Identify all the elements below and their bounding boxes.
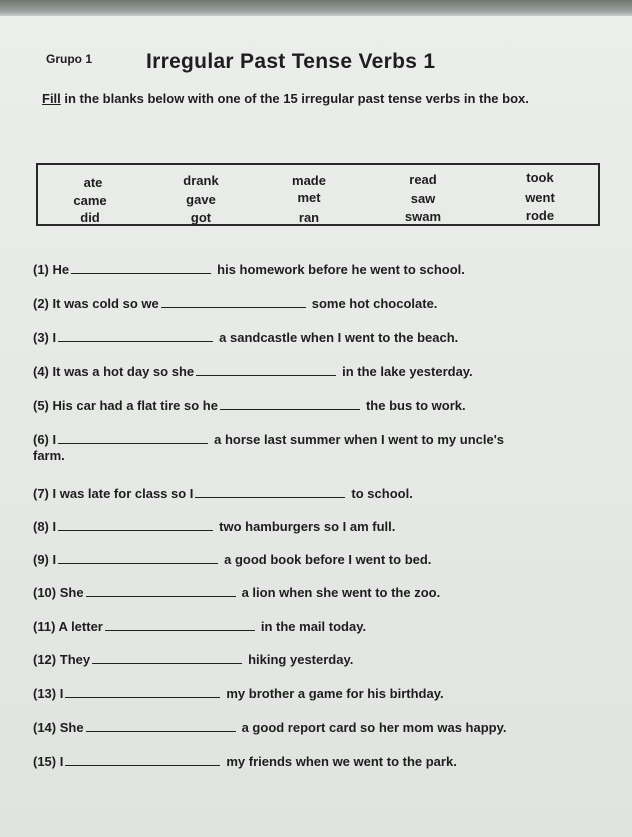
- question-8: [33, 517, 395, 534]
- word-drank: drank: [183, 173, 219, 188]
- word-ran: ran: [298, 210, 320, 225]
- answer-blank-7[interactable]: [195, 484, 345, 498]
- question-5: [33, 396, 466, 413]
- answer-blank-13[interactable]: [65, 684, 220, 698]
- question-number: (15): [33, 754, 57, 769]
- word-went: went: [525, 190, 555, 205]
- question-text-after: my friends when we went to the park.: [226, 754, 457, 769]
- question-number: (12): [33, 652, 57, 667]
- question-number: (11): [33, 619, 56, 634]
- word-took: took: [526, 170, 554, 185]
- answer-blank-2[interactable]: [161, 294, 306, 308]
- question-1: [33, 260, 465, 277]
- question-text-after: a good report card so her mom was happy.: [241, 720, 507, 735]
- word-saw: saw: [410, 191, 436, 206]
- question-2: [33, 294, 437, 311]
- question-number: (3): [33, 330, 49, 345]
- question-text-after: my brother a game for his birthday.: [226, 686, 444, 701]
- question-text-after: a lion when she went to the zoo.: [241, 585, 441, 600]
- question-number: (4): [33, 364, 49, 379]
- question-10: [33, 583, 440, 600]
- word-met: met: [297, 190, 321, 205]
- word-got: got: [190, 210, 212, 225]
- question-number: (10): [33, 585, 57, 600]
- question-text-before: I: [59, 754, 64, 769]
- answer-blank-4[interactable]: [196, 362, 336, 376]
- answer-blank-3[interactable]: [58, 328, 213, 342]
- question-13: [33, 684, 444, 701]
- answer-blank-11[interactable]: [105, 617, 255, 631]
- word-did: did: [80, 210, 100, 225]
- question-text-before: I: [52, 432, 57, 447]
- question-text-after: two hamburgers so I am full.: [219, 519, 396, 534]
- question-text-before: I: [52, 519, 57, 534]
- word-made: made: [292, 173, 326, 188]
- question-15: [33, 752, 457, 769]
- question-text-after: his homework before he went to school.: [217, 262, 465, 277]
- answer-blank-12[interactable]: [92, 650, 242, 664]
- question-text-after: some hot chocolate.: [311, 296, 438, 311]
- question-text-after: the bus to work.: [365, 398, 466, 413]
- question-text-after: in the mail today.: [260, 619, 367, 634]
- question-6-continuation: farm.: [33, 448, 65, 463]
- answer-blank-10[interactable]: [86, 583, 236, 597]
- question-text-before: I was late for class so I: [52, 486, 194, 501]
- question-4: [33, 362, 473, 379]
- word-swam: swam: [404, 209, 442, 224]
- question-number: (14): [33, 720, 57, 735]
- word-ate: ate: [83, 175, 103, 190]
- question-number: (5): [33, 398, 49, 413]
- question-number: (6): [33, 432, 49, 447]
- question-12: [33, 650, 353, 667]
- page-title: Irregular Past Tense Verbs 1: [146, 50, 436, 73]
- top-edge: [0, 0, 632, 16]
- question-text-after: a sandcastle when I went to the beach.: [219, 330, 459, 345]
- question-text-after: to school.: [351, 486, 413, 501]
- question-text-before: A letter: [58, 619, 103, 634]
- instructions-text: in the blanks below with one of the 15 irregular past tense verbs in the box.: [60, 91, 529, 106]
- question-text-after: a horse last summer when I went to my uncle's: [214, 432, 505, 447]
- answer-blank-14[interactable]: [86, 718, 236, 732]
- question-11: [33, 617, 366, 634]
- word-rode: rode: [525, 208, 555, 223]
- word-box: [36, 163, 600, 226]
- question-text-before: She: [59, 585, 84, 600]
- question-text-after: a good book before I went to bed.: [224, 552, 432, 567]
- question-text-before: His car had a flat tire so he: [52, 398, 218, 413]
- instructions-lead: Fill: [42, 91, 61, 106]
- question-number: (1): [33, 262, 49, 277]
- question-number: (8): [33, 519, 49, 534]
- question-14: [33, 718, 506, 735]
- answer-blank-6[interactable]: [58, 430, 208, 444]
- answer-blank-1[interactable]: [71, 260, 211, 274]
- question-number: (7): [33, 486, 49, 501]
- word-gave: gave: [186, 192, 216, 207]
- answer-blank-8[interactable]: [58, 517, 213, 531]
- question-number: (2): [33, 296, 49, 311]
- answer-blank-5[interactable]: [220, 396, 360, 410]
- question-7: [33, 484, 413, 501]
- question-9: [33, 550, 431, 567]
- question-text-before: They: [59, 652, 91, 667]
- answer-blank-9[interactable]: [58, 550, 218, 564]
- question-text-before: I: [59, 686, 64, 701]
- question-text-before: I: [52, 330, 57, 345]
- question-text-before: He: [52, 262, 70, 277]
- group-label: Grupo 1: [46, 52, 93, 66]
- question-text-before: She: [59, 720, 84, 735]
- question-text-after: in the lake yesterday.: [342, 364, 473, 379]
- question-text-before: I: [52, 552, 57, 567]
- question-number: (9): [33, 552, 49, 567]
- question-text-before: It was cold so we: [52, 296, 159, 311]
- question-text-after: hiking yesterday.: [248, 652, 354, 667]
- question-text-before: It was a hot day so she: [52, 364, 195, 379]
- word-read: read: [409, 172, 437, 187]
- question-6: [33, 430, 504, 447]
- answer-blank-15[interactable]: [65, 752, 220, 766]
- instructions: [42, 88, 602, 110]
- question-3: [33, 328, 458, 345]
- question-number: (13): [33, 686, 57, 701]
- word-came: came: [73, 193, 107, 208]
